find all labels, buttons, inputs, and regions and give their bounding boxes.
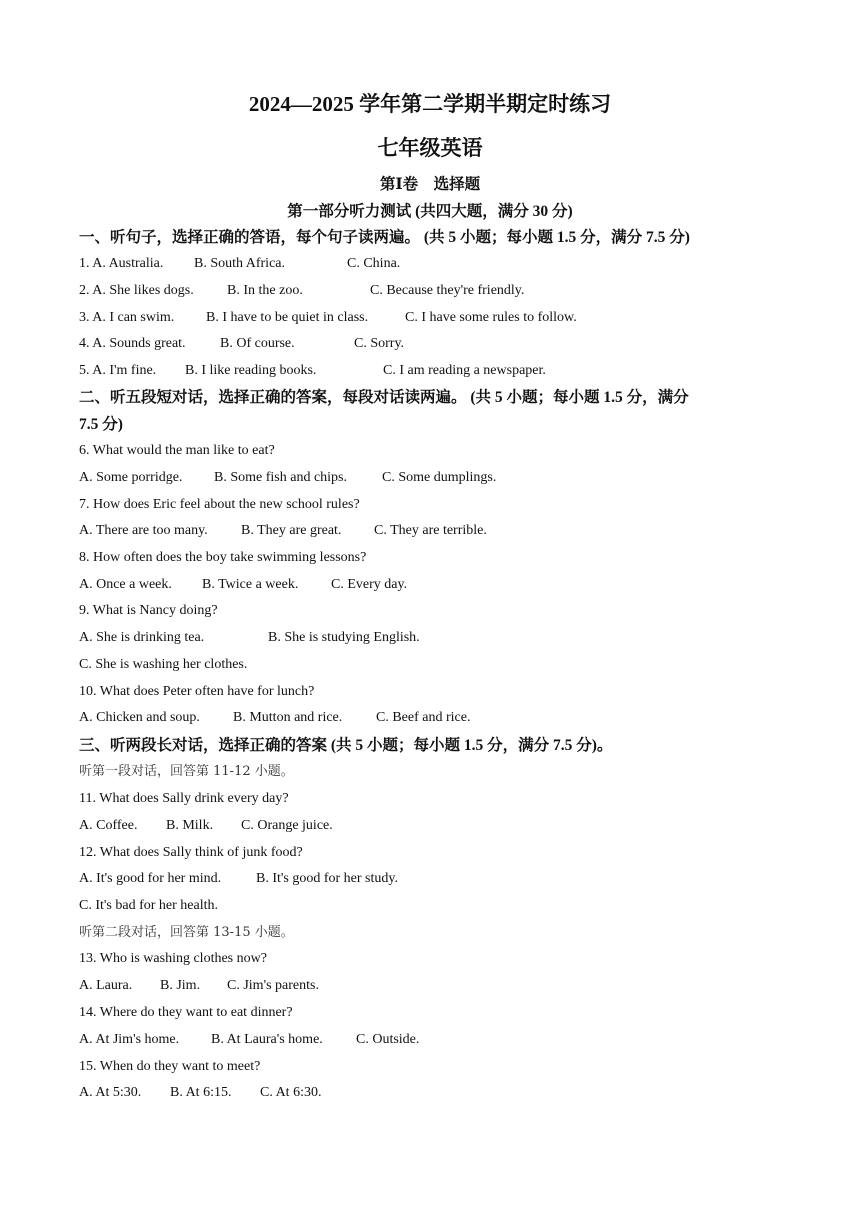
q1-option-b: B. South Africa. (194, 256, 285, 271)
q6-option-a: A. Some porridge. (79, 470, 183, 485)
q9-option-b: B. She is studying English. (268, 630, 420, 645)
q3-option-b: B. I have to be quiet in class. (206, 310, 369, 325)
q9-option-a: A. She is drinking tea. (79, 630, 205, 645)
exam-title: 2024—2025 学年第二学期半期定时练习 (248, 92, 612, 116)
q7-option-a: A. There are too many. (79, 523, 208, 538)
q15-stem-text: 15. When do they want to meet? (79, 1059, 261, 1074)
q3-option-c: C. I have some rules to follow. (405, 310, 577, 325)
q11-option-a: A. Coffee. (79, 818, 138, 833)
exam-subtitle: 七年级英语 (377, 136, 483, 160)
volume-heading: 第Ⅰ卷 选择题 (379, 176, 481, 193)
q5-option-a: 5. A. I'm fine. (79, 363, 157, 378)
q7-option-b: B. They are great. (241, 523, 342, 538)
q2-option-b: B. In the zoo. (227, 283, 303, 298)
dialogue-1-note-text: 听第一段对话，回答第 11-12 小题。 (79, 764, 294, 779)
q10-stem-text: 10. What does Peter often have for lunch? (79, 684, 315, 699)
q9-option-c: C. She is washing her clothes. (79, 657, 248, 672)
q9-stem-text: 9. What is Nancy doing? (79, 603, 218, 618)
q2-option-c: C. Because they're friendly. (370, 283, 525, 298)
q6-stem-text: 6. What would the man like to eat? (79, 443, 275, 458)
q13-option-a: A. Laura. (79, 978, 133, 993)
q12-option-c: C. It's bad for her health. (79, 898, 218, 913)
q8-option-b: B. Twice a week. (202, 577, 299, 592)
q12-option-b: B. It's good for her study. (256, 871, 398, 886)
q12-option-a: A. It's good for her mind. (79, 871, 222, 886)
q3-option-a: 3. A. I can swim. (79, 310, 175, 325)
q1-option-c: C. China. (347, 256, 401, 271)
q11-stem-text: 11. What does Sally drink every day? (79, 791, 289, 806)
q14-option-b: B. At Laura's home. (211, 1032, 323, 1047)
q10-option-a: A. Chicken and soup. (79, 710, 200, 725)
q11-option-c: C. Orange juice. (241, 818, 333, 833)
q8-stem-text: 8. How often does the boy take swimming lessons? (79, 550, 367, 565)
q5-option-c: C. I am reading a newspaper. (383, 363, 546, 378)
q15-option-c: C. At 6:30. (260, 1085, 322, 1100)
section-2-heading-line-2: 7.5 分) (79, 416, 123, 433)
q13-option-b: B. Jim. (160, 978, 201, 993)
q15-option-a: A. At 5:30. (79, 1085, 142, 1100)
q7-option-c: C. They are terrible. (374, 523, 487, 538)
q7-stem-text: 7. How does Eric feel about the new school rules? (79, 497, 360, 512)
q8-option-a: A. Once a week. (79, 577, 172, 592)
q1-option-a: 1. A. Australia. (79, 256, 164, 271)
q13-option-c: C. Jim's parents. (227, 978, 319, 993)
q4-option-b: B. Of course. (220, 336, 295, 351)
q14-option-a: A. At Jim's home. (79, 1032, 180, 1047)
q13-stem-text: 13. Who is washing clothes now? (79, 951, 267, 966)
part-heading: 第一部分听力测试 (共四大题，满分 30 分) (287, 203, 573, 220)
q4-option-a: 4. A. Sounds great. (79, 336, 186, 351)
q4-option-c: C. Sorry. (354, 336, 405, 351)
q14-stem-text: 14. Where do they want to eat dinner? (79, 1005, 293, 1020)
q15-option-b: B. At 6:15. (170, 1085, 232, 1100)
section-3-heading: 三、听两段长对话，选择正确的答案 (共 5 小题；每小题 1.5 分，满分 7.5 分)。 (79, 737, 613, 754)
q6-option-c: C. Some dumplings. (382, 470, 497, 485)
section-2-heading-line-1: 二、听五段短对话，选择正确的答案，每段对话读两遍。 (共 5 小题；每小题 1.5 分，满分 (79, 389, 689, 406)
q11-option-b: B. Milk. (166, 818, 214, 833)
q2-option-a: 2. A. She likes dogs. (79, 283, 194, 298)
q5-option-b: B. I like reading books. (185, 363, 317, 378)
dialogue-2-note-text: 听第二段对话，回答第 13-15 小题。 (79, 925, 294, 940)
section-1-heading: 一、听句子，选择正确的答语，每个句子读两遍。 (共 5 小题；每小题 1.5 分，满分 7.5 分) (79, 229, 690, 246)
q10-option-c: C. Beef and rice. (376, 710, 471, 725)
q10-option-b: B. Mutton and rice. (233, 710, 343, 725)
q8-option-c: C. Every day. (331, 577, 408, 592)
q14-option-c: C. Outside. (356, 1032, 420, 1047)
q6-option-b: B. Some fish and chips. (214, 470, 347, 485)
q12-stem-text: 12. What does Sally think of junk food? (79, 845, 303, 860)
